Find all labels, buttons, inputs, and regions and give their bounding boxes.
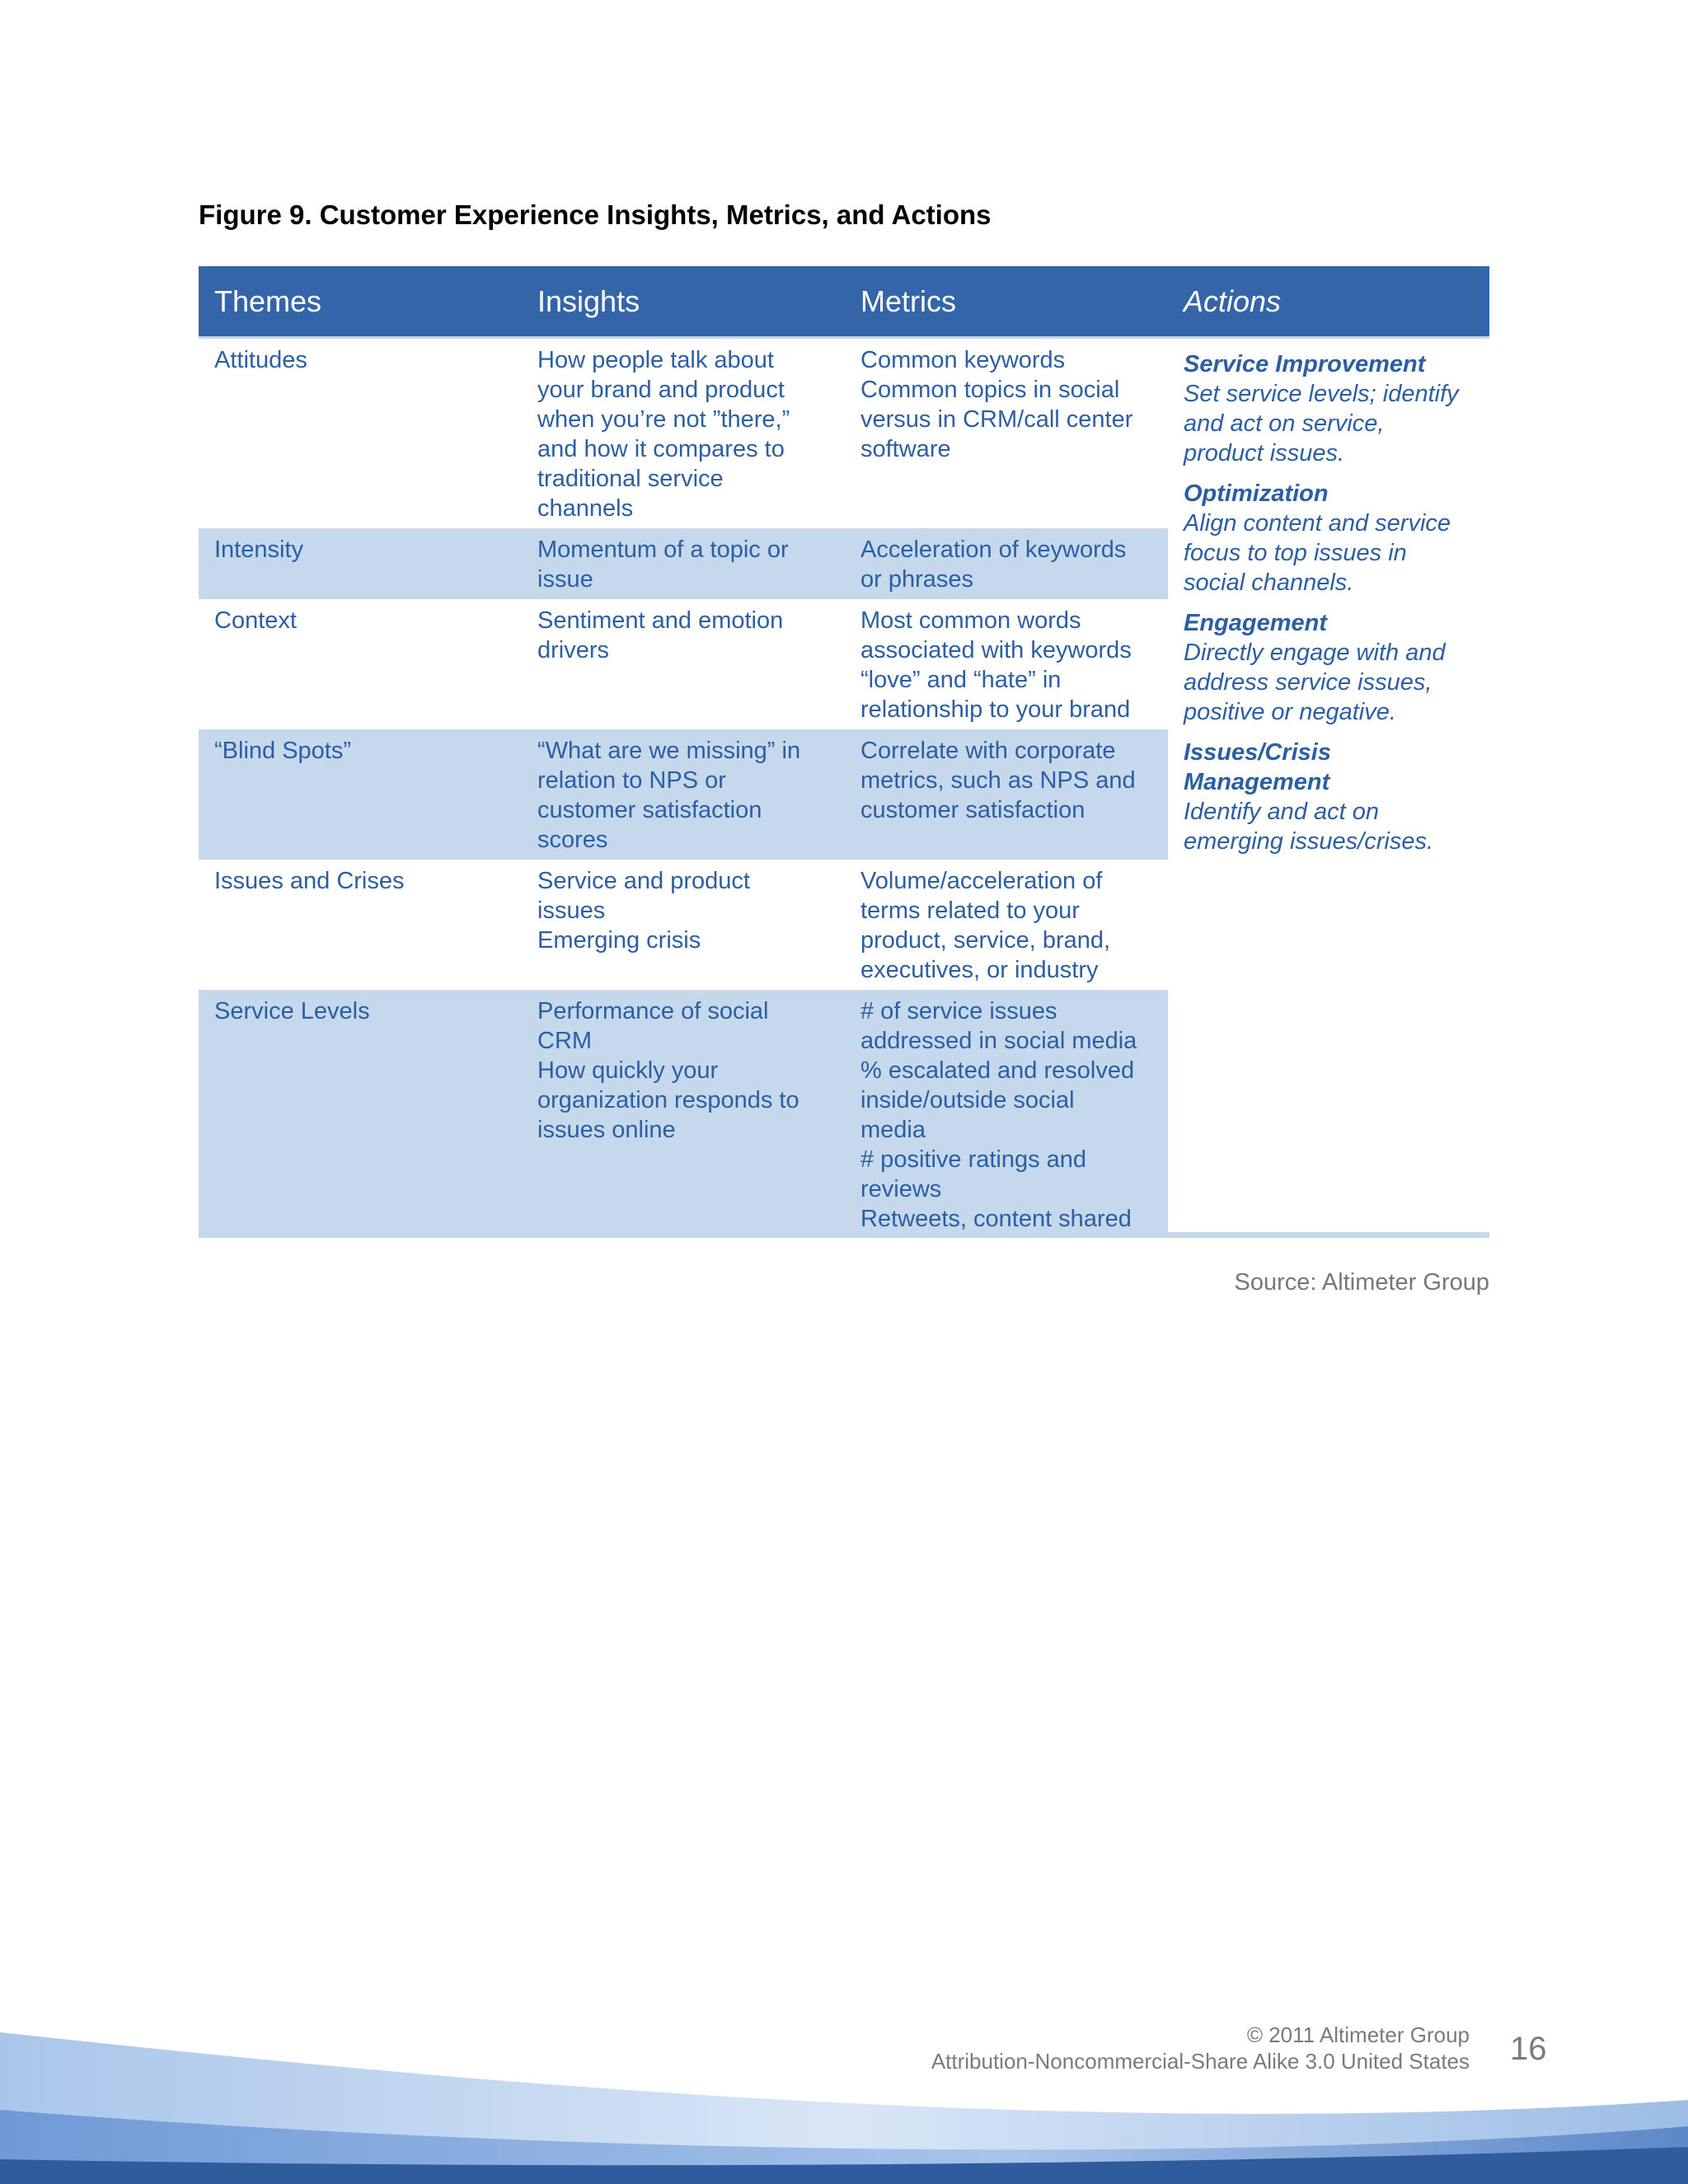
metrics-cell bbox=[845, 860, 1168, 990]
header-actions: Actions bbox=[1184, 284, 1282, 318]
insights-cell-line: Service and product bbox=[537, 868, 750, 894]
insights-cell-line: Momentum of a topic or bbox=[537, 537, 789, 563]
action-item bbox=[1184, 479, 1481, 598]
insights-cell-line: issues online bbox=[537, 1117, 676, 1143]
metrics-cell bbox=[845, 528, 1168, 599]
insights-table bbox=[199, 266, 1489, 1238]
action-description: focus to top issues in bbox=[1184, 540, 1407, 566]
insights-cell-line: issue bbox=[537, 566, 593, 593]
action-description: Align content and service bbox=[1184, 510, 1451, 537]
insights-cell-line: Sentiment and emotion bbox=[537, 607, 784, 634]
action-title: Issues/Crisis bbox=[1184, 739, 1331, 766]
header-insights: Insights bbox=[537, 284, 640, 318]
metrics-cell-line: Acceleration of keywords bbox=[860, 537, 1127, 563]
action-description: positive or negative. bbox=[1184, 699, 1396, 725]
action-title: Engagement bbox=[1184, 610, 1328, 636]
metrics-cell bbox=[845, 339, 1168, 528]
metrics-cell-line: reviews bbox=[860, 1176, 942, 1202]
theme-cell bbox=[199, 990, 522, 1238]
metrics-cell bbox=[845, 599, 1168, 729]
table-row bbox=[199, 339, 1168, 528]
action-description: product issues. bbox=[1184, 440, 1345, 466]
insights-cell-line: Performance of social bbox=[537, 998, 769, 1024]
insights-cell bbox=[522, 599, 845, 729]
table-row bbox=[199, 860, 1168, 990]
page-number: 16 bbox=[1510, 2031, 1547, 2067]
metrics-cell-line: media bbox=[860, 1117, 926, 1143]
metrics-cell bbox=[845, 729, 1168, 860]
footer-credits bbox=[931, 2022, 1470, 2074]
theme-cell bbox=[199, 339, 522, 528]
actions-column bbox=[1168, 339, 1489, 1238]
table-row bbox=[199, 528, 1168, 599]
insights-cell-line: your brand and product bbox=[537, 377, 785, 403]
source-note: Source: Altimeter Group bbox=[1234, 1269, 1489, 1296]
metrics-cell-line: or phrases bbox=[860, 566, 974, 593]
metrics-cell-line: Common topics in social bbox=[860, 377, 1120, 403]
insights-cell-line: customer satisfaction bbox=[537, 797, 762, 823]
insights-cell-line: organization responds to bbox=[537, 1087, 799, 1113]
action-title: Optimization bbox=[1184, 480, 1329, 507]
metrics-cell-line: # of service issues bbox=[860, 998, 1057, 1024]
action-description: and act on service, bbox=[1184, 410, 1385, 437]
metrics-cell-line: inside/outside social bbox=[860, 1087, 1075, 1113]
theme-cell-line: Attitudes bbox=[214, 347, 307, 373]
action-title: Management bbox=[1184, 769, 1330, 795]
table-header bbox=[199, 266, 1489, 339]
table-row bbox=[199, 599, 1168, 729]
metrics-cell-line: software bbox=[860, 436, 951, 462]
action-description: Set service levels; identify bbox=[1184, 381, 1459, 407]
action-item bbox=[1184, 738, 1481, 856]
metrics-cell-line: executives, or industry bbox=[860, 957, 1099, 983]
insights-cell-line: drivers bbox=[537, 637, 610, 663]
insights-cell bbox=[522, 860, 845, 990]
theme-cell bbox=[199, 599, 522, 729]
action-item bbox=[1184, 608, 1481, 727]
table-rows bbox=[199, 339, 1168, 1238]
action-description: address service issues, bbox=[1184, 669, 1432, 696]
metrics-cell-line: Volume/acceleration of bbox=[860, 868, 1103, 894]
table-row bbox=[199, 990, 1168, 1238]
insights-cell-line: Emerging crisis bbox=[537, 927, 701, 954]
table-row bbox=[199, 729, 1168, 860]
theme-cell-line: Service Levels bbox=[214, 998, 370, 1024]
theme-cell-line: Intensity bbox=[214, 537, 303, 563]
metrics-cell-line: metrics, such as NPS and bbox=[860, 767, 1136, 794]
metrics-cell-line: product, service, brand, bbox=[860, 927, 1111, 954]
insights-cell-line: channels bbox=[537, 495, 634, 522]
metrics-cell-line: Correlate with corporate bbox=[860, 738, 1116, 764]
insights-cell-line: when you’re not ”there,” bbox=[537, 406, 790, 433]
metrics-cell-line: Retweets, content shared bbox=[860, 1206, 1132, 1232]
metrics-cell-line: Most common words bbox=[860, 607, 1081, 634]
header-themes: Themes bbox=[214, 284, 322, 318]
figure-title: Figure 9. Customer Experience Insights, Metrics, and Actions bbox=[199, 199, 992, 230]
theme-cell bbox=[199, 729, 522, 860]
metrics-cell-line: Common keywords bbox=[860, 347, 1066, 373]
insights-cell-line: CRM bbox=[537, 1028, 593, 1054]
metrics-cell bbox=[845, 990, 1168, 1238]
theme-cell-line: “Blind Spots” bbox=[214, 738, 352, 764]
metrics-cell-line: versus in CRM/call center bbox=[860, 406, 1133, 433]
theme-cell-line: Issues and Crises bbox=[214, 868, 405, 894]
action-item bbox=[1184, 349, 1481, 468]
insights-cell bbox=[522, 729, 845, 860]
insights-cell-line: issues bbox=[537, 898, 606, 924]
insights-cell-line: scores bbox=[537, 827, 608, 853]
header-metrics: Metrics bbox=[860, 284, 956, 318]
insights-cell-line: relation to NPS or bbox=[537, 767, 726, 794]
insights-cell-line: “What are we missing” in bbox=[537, 738, 801, 764]
action-description: Identify and act on bbox=[1184, 799, 1379, 825]
insights-cell bbox=[522, 990, 845, 1238]
insights-cell bbox=[522, 528, 845, 599]
action-title: Service Improvement bbox=[1184, 351, 1426, 377]
action-description: Directly engage with and bbox=[1184, 640, 1446, 666]
metrics-cell-line: addressed in social media bbox=[860, 1028, 1137, 1054]
theme-cell-line: Context bbox=[214, 607, 297, 634]
theme-cell bbox=[199, 860, 522, 990]
metrics-cell-line: # positive ratings and bbox=[860, 1146, 1087, 1173]
theme-cell bbox=[199, 528, 522, 599]
insights-cell-line: and how it compares to bbox=[537, 436, 785, 462]
metrics-cell-line: customer satisfaction bbox=[860, 797, 1085, 823]
footer-copyright: © 2011 Altimeter Group bbox=[1246, 2022, 1470, 2047]
insights-cell-line: How quickly your bbox=[537, 1057, 719, 1084]
metrics-cell-line: % escalated and resolved bbox=[860, 1057, 1135, 1084]
insights-cell bbox=[522, 339, 845, 528]
table-body bbox=[199, 339, 1489, 1238]
metrics-cell-line: “love” and “hate” in bbox=[860, 667, 1062, 693]
action-description: emerging issues/crises. bbox=[1184, 828, 1433, 855]
insights-cell-line: traditional service bbox=[537, 466, 724, 492]
metrics-cell-line: relationship to your brand bbox=[860, 696, 1131, 723]
metrics-cell-line: associated with keywords bbox=[860, 637, 1132, 663]
footer-license: Attribution-Noncommercial-Share Alike 3.0 United States bbox=[931, 2049, 1470, 2074]
insights-cell-line: How people talk about bbox=[537, 347, 774, 373]
metrics-cell-line: terms related to your bbox=[860, 898, 1080, 924]
action-description: social channels. bbox=[1184, 569, 1354, 596]
